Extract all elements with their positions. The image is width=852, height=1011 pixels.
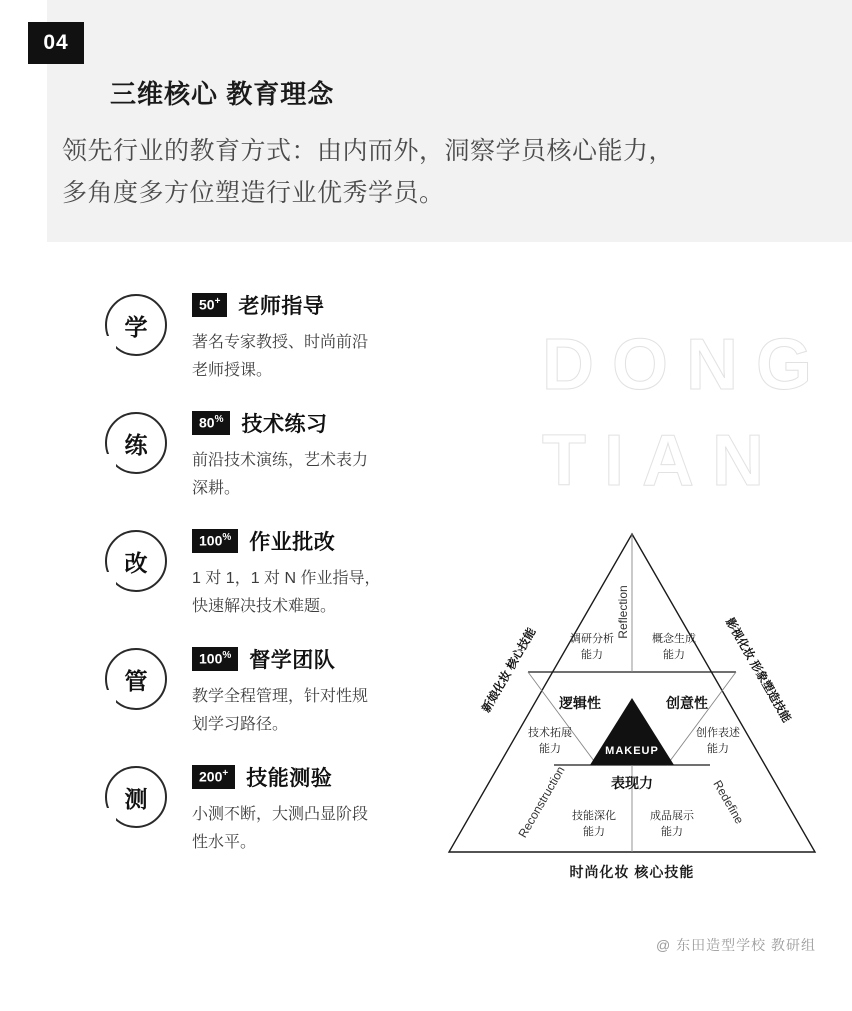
badge-value: 100 [199, 532, 223, 549]
cell-bottom-right-line-2: 能力 [661, 826, 683, 838]
feature-description [192, 447, 442, 503]
watermark-line-2: TIAN [542, 421, 782, 501]
watermark-line-1: DONG [542, 325, 830, 405]
page-title: 三维核心 教育理念 [110, 79, 335, 109]
feature-glyph-circle: 管 [105, 648, 167, 710]
badge-value: 50 [199, 296, 215, 313]
inner-label-top-left: 逻辑性 [559, 695, 601, 711]
feature-title: 督学团队 [249, 649, 336, 672]
feature-heading [192, 526, 467, 556]
feature-heading [192, 762, 467, 792]
badge-suffix: + [214, 296, 221, 308]
cell-bottom-left-line-2: 能力 [583, 826, 605, 838]
cell-bottom-right-line-1: 成品展示 [650, 810, 694, 822]
diagram-caption: 时尚化妆 核心技能 [569, 864, 695, 880]
inner-label-bottom: 表现力 [611, 775, 653, 791]
feature-glyph-circle: 学 [105, 294, 167, 356]
feature-description [192, 683, 442, 739]
cell-mid-left-line-2: 能力 [539, 743, 561, 755]
status-badge [192, 765, 235, 789]
watermark-text [542, 317, 852, 509]
feature-description-line-1: 小测不断，大测凸显阶段 [192, 806, 369, 823]
credit-text: @ 东田造型学校 教研组 [656, 937, 816, 953]
cell-mid-left-line-1: 技术拓展 [528, 727, 572, 739]
feature-description-line-1: 1 对 1，1 对 N 作业指导， [192, 570, 381, 587]
badge-value: 80 [199, 414, 215, 431]
feature-title: 技能测验 [246, 767, 333, 790]
list-item [77, 762, 467, 874]
edge-label-top: Reflection [616, 585, 630, 639]
list-item [77, 408, 467, 520]
section-number-badge: 04 [28, 22, 84, 64]
feature-title: 老师指导 [238, 295, 325, 318]
cell-mid-right-line-2: 能力 [707, 743, 729, 755]
inner-label-top-right: 创意性 [666, 695, 708, 711]
cell-top-left-line-1: 调研分析 [570, 633, 614, 645]
feature-description-line-2: 划学习路径。 [192, 716, 289, 733]
status-badge [192, 411, 230, 435]
cell-mid-right-line-1: 创作表述 [696, 727, 740, 739]
feature-title: 技术练习 [241, 413, 328, 436]
cell-bottom-left-line-1: 技能深化 [572, 810, 616, 822]
feature-heading [192, 408, 467, 438]
status-badge [192, 529, 238, 553]
badge-value: 100 [199, 650, 223, 667]
badge-suffix: % [214, 414, 224, 426]
feature-glyph-circle: 改 [105, 530, 167, 592]
cell-top-right-line-1: 概念生成 [652, 633, 696, 645]
feature-heading [192, 290, 467, 320]
badge-suffix: % [222, 650, 232, 662]
feature-glyph-circle: 测 [105, 766, 167, 828]
status-badge [192, 647, 238, 671]
feature-description-line-1: 著名专家教授、时尚前沿 [192, 334, 369, 351]
center-label: MAKEUP [605, 745, 659, 757]
edge-label-right: Redefine [710, 777, 747, 827]
badge-suffix: + [222, 768, 229, 780]
feature-list [77, 290, 467, 880]
cell-top-right-line-2: 能力 [663, 649, 685, 661]
cell-top-left-line-2: 能力 [581, 649, 603, 661]
body-area [47, 242, 852, 1011]
feature-title: 作业批改 [249, 531, 336, 554]
edge-label-left: Reconstruction [515, 763, 568, 841]
triangle-diagram [437, 522, 827, 902]
feature-description-line-2: 深耕。 [192, 480, 241, 497]
list-item [77, 526, 467, 638]
badge-value: 200 [199, 768, 223, 785]
page-subtitle [62, 130, 822, 214]
feature-description-line-1: 前沿技术演练，艺术表力 [192, 452, 369, 469]
list-item [77, 644, 467, 756]
status-badge [192, 293, 227, 317]
side-label-left: 新娘化妆 核心技能 [480, 626, 539, 715]
feature-description-line-2: 快速解决技术难题。 [192, 598, 337, 615]
side-label-right: 影视化妆 形象塑造技能 [722, 616, 793, 725]
badge-suffix: % [222, 532, 232, 544]
page-subtitle-line-1: 领先行业的教育方式：由内而外，洞察学员核心能力， [62, 137, 675, 165]
feature-description-line-1: 教学全程管理，针对性规 [192, 688, 369, 705]
feature-description-line-2: 老师授课。 [192, 362, 273, 379]
feature-heading [192, 644, 467, 674]
feature-description [192, 801, 442, 857]
page-subtitle-line-2: 多角度多方位塑造行业优秀学员。 [62, 179, 445, 207]
triangle-diagram-svg [437, 522, 827, 902]
list-item [77, 290, 467, 402]
feature-glyph-circle: 练 [105, 412, 167, 474]
feature-description-line-2: 性水平。 [192, 834, 257, 851]
feature-description [192, 329, 442, 385]
feature-description [192, 565, 442, 621]
